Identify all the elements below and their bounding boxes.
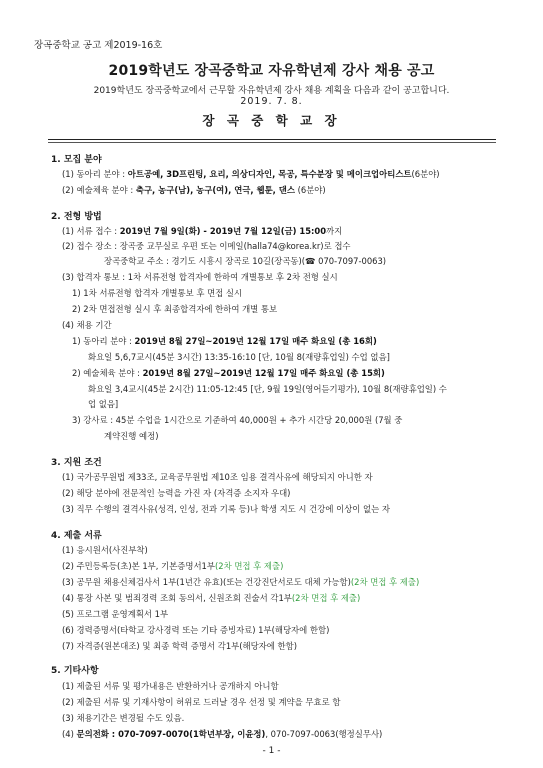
list-item: 계약진행 예정)	[104, 431, 159, 441]
contact-line: (4) 문의전화 : 070-7097-0070(1학년부장, 이윤정), 070-7097-0063(행정실무사)	[62, 729, 383, 739]
header-divider-bottom	[48, 142, 496, 143]
list-item: (2) 접수 장소 : 장곡중 교무실로 우편 또는 이메일(halla74@korea.kr)로 접수	[62, 241, 351, 251]
list-item: 화요일 3,4교시(45분 2시간) 11:05-12:45 [단, 9월 19일(영어듣기평가), 10월 8(재량휴업일) 수	[88, 384, 447, 394]
issuer-name: 장 곡 중 학 교 장	[202, 113, 341, 128]
list-item: (3) 직무 수행의 결격사유(성격, 인성, 전과 기록 등)나 학생 지도 시 건강에 이상이 없는 자	[62, 504, 390, 514]
list-item: (4) 채용 기간	[62, 320, 112, 330]
list-item: (2) 해당 분야에 전문적인 능력을 가진 자 (자격증 소지자 우대)	[62, 488, 291, 498]
list-item: 장곡중학교 주소 : 경기도 시흥시 장곡로 10길(장곡동)(☎ 070-7097-0063)	[104, 256, 387, 266]
document-date: 2019. 7. 8.	[240, 96, 303, 107]
list-item: (1) 서류 접수 : 2019년 7월 9일(화) - 2019년 7월 12일(금) 15:00까지	[62, 226, 343, 236]
notice-number: 장곡중학교 공고 제2019-16호	[34, 40, 163, 51]
document-title: 2019학년도 장곡중학교 자유학년제 강사 채용 공고	[108, 63, 435, 79]
list-item: (6) 경력증명서(타학교 강사경력 또는 기타 증빙자료) 1부(해당자에 한함)	[62, 625, 330, 635]
list-item: 업 없음]	[88, 399, 119, 409]
section-heading: 2. 전형 방법	[51, 212, 102, 222]
list-item: 2) 2차 면접전형 실시 후 최종합격자에 한하여 개별 통보	[72, 304, 278, 314]
list-item: (3) 채용기간은 변경될 수도 있음.	[62, 713, 185, 723]
section-heading: 1. 모집 분야	[51, 155, 102, 165]
section-heading: 3. 지원 조건	[51, 458, 102, 468]
list-item: (1) 제출된 서류 및 평가내용은 반환하거나 공개하지 아니함	[62, 681, 279, 691]
list-item: (5) 프로그램 운영계획서 1부	[62, 609, 169, 619]
list-item: (2) 예술체육 분야 : 축구, 농구(남), 농구(여), 연극, 웹툰, 댄스 (6분야)	[62, 185, 326, 195]
list-item: (3) 공무원 채용신체검사서 1부(1년간 유효)(또는 건강진단서로도 대체 가능함)(2차 면접 후 제출)	[62, 577, 420, 587]
list-item: 3) 강사료 : 45분 수업을 1시간으로 기준하여 40,000원 + 추가 시간당 20,000원 (7월 중	[72, 415, 403, 425]
list-item: (1) 응시원서(사진부착)	[62, 545, 148, 555]
list-item: (2) 주민등록등(초)본 1부, 기본증명서1부(2차 면접 후 제출)	[62, 561, 284, 571]
list-item: (1) 동아리 분야 : 아트공예, 3D프린팅, 요리, 의상디자인, 목공, 특수분장 및 메이크업아티스트(6분야)	[62, 169, 440, 179]
list-item: 1) 동아리 분야 : 2019년 8월 27일~2019년 12월 17일 매주 화요일 (총 16회)	[72, 336, 377, 346]
page-number: - 1 -	[262, 746, 281, 756]
list-item: (3) 합격자 통보 : 1차 서류전형 합격자에 한하여 개별통보 후 2차 전형 실시	[62, 272, 338, 282]
list-item: (1) 국가공무원법 제33조, 교육공무원법 제10조 임용 결격사유에 해당되지 아니한 자	[62, 472, 373, 482]
list-item: (4) 통장 사본 및 범죄경력 조회 동의서, 신원조회 진술서 각1부(2차 면접 후 제출)	[62, 593, 361, 603]
list-item: (2) 제출된 서류 및 기재사항이 허위로 드러날 경우 선정 및 계약을 무효로 함	[62, 697, 341, 707]
section-heading: 4. 제출 서류	[51, 531, 102, 541]
list-item: 1) 1차 서류전형 합격자 개별통보 후 면접 실시	[72, 288, 243, 298]
header-divider-top	[48, 139, 496, 140]
list-item: (7) 자격증(원본대조) 및 최종 학력 증명서 각1부(해당자에 한함)	[62, 641, 297, 651]
list-item: 화요일 5,6,7교시(45분 3시간) 13:35-16:10 [단, 10월 8(재량휴업일) 수업 없음]	[88, 352, 390, 362]
list-item: 2) 예술체육 분야 : 2019년 8월 27일~2019년 12월 17일 매주 화요일 (총 15회)	[72, 368, 385, 378]
section-heading: 5. 기타사항	[51, 666, 99, 676]
document-subtitle: 2019학년도 장곡중학교에서 근무할 자유학년제 강사 채용 계획을 다음과 같이 공고합니다.	[93, 86, 450, 96]
